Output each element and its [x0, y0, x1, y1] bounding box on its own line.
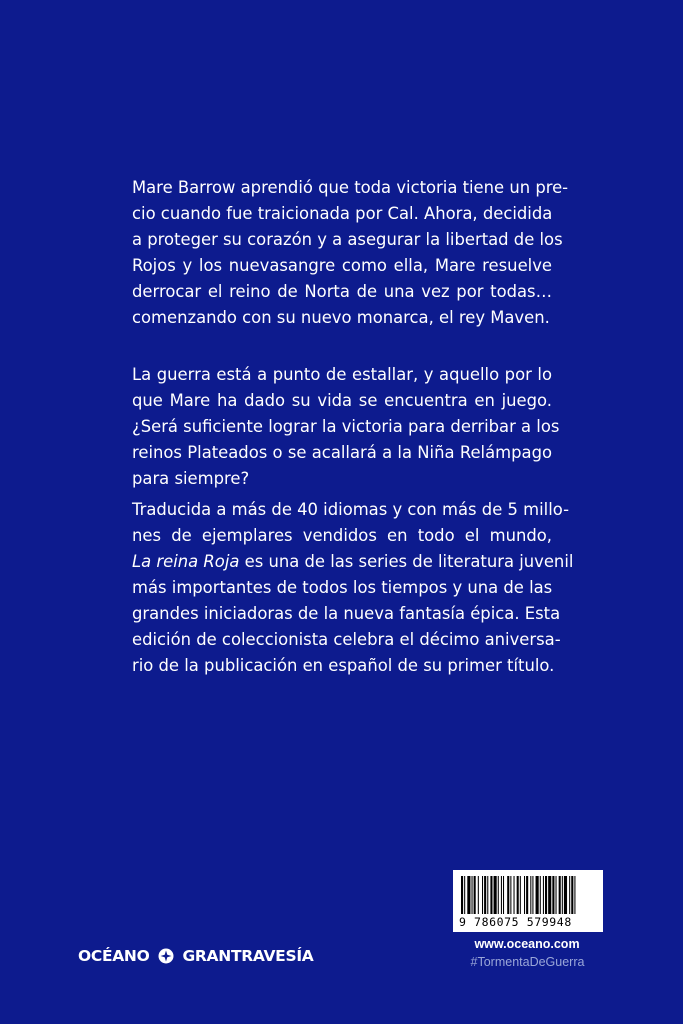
- blurb-line: grandes iniciadoras de la nueva fantasía épica. Esta: [132, 604, 561, 623]
- blurb-paragraph-1: [132, 175, 569, 331]
- blurb-line: para siempre?: [132, 469, 250, 488]
- barcode-bar: [562, 876, 563, 914]
- blurb-line: ¿Será suficiente lograr la victoria para derribar a los: [132, 417, 560, 436]
- blurb-line: reinos Plateados o se acallará a la Niña Relámpago: [132, 443, 552, 462]
- publisher-logos: [78, 945, 314, 967]
- barcode-bar: [526, 876, 528, 914]
- barcode-bar: [536, 876, 539, 914]
- barcode-bar: [564, 876, 567, 914]
- blurb-line: [132, 549, 574, 575]
- blurb-line: comenzando con su nuevo monarca, el rey Maven.: [132, 308, 550, 327]
- blurb-line: cio cuando fue traicionada por Cal. Ahora, decidida: [132, 204, 553, 223]
- barcode-bar: [464, 876, 465, 914]
- blurb-paragraph-3: [132, 497, 574, 679]
- blurb-paragraph-2: [132, 362, 560, 492]
- barcode-bar: [482, 876, 483, 914]
- barcode-bar: [524, 876, 525, 914]
- barcode-bar: [520, 876, 521, 914]
- barcode-bar: [514, 876, 515, 914]
- barcode-bar: [484, 876, 486, 914]
- barcode-bar: [494, 876, 497, 914]
- barcode-bar: [467, 876, 470, 914]
- barcode-bar: [472, 876, 473, 914]
- publisher-travesia: TRAVESÍA: [230, 947, 314, 965]
- star-circle-icon: [158, 948, 174, 964]
- publisher-oceano: OCÉANO: [78, 947, 150, 965]
- barcode: [453, 870, 603, 932]
- barcode-bar: [490, 876, 492, 914]
- barcode-bar: [507, 876, 509, 914]
- barcode-bar: [487, 876, 488, 914]
- barcode-bar: [548, 876, 551, 914]
- barcode-bar: [552, 876, 554, 914]
- blurb-line-rest: es una de las series de literatura juvenil: [239, 552, 574, 571]
- barcode-bar: [501, 876, 502, 914]
- blurb-line: Traducida a más de 40 idiomas y con más de 5 millo-: [132, 500, 569, 519]
- barcode-bar: [543, 876, 544, 914]
- barcode-bar: [559, 876, 561, 914]
- isbn-number: 9 786075 579948: [459, 915, 572, 929]
- blurb-line: a proteger su corazón y a asegurar la libertad de los: [132, 230, 563, 249]
- blurb-line: más importantes de todos los tiempos y una de las: [132, 578, 553, 597]
- blurb-line: edición de coleccionista celebra el décimo aniversa-: [132, 630, 561, 649]
- barcode-bar: [574, 876, 575, 914]
- barcode-bar: [556, 876, 557, 914]
- barcode-bar: [530, 876, 531, 914]
- website-url[interactable]: www.oceano.com: [474, 937, 580, 951]
- barcode-bar: [545, 876, 547, 914]
- blurb-line: La guerra está a punto de estallar, y aquello por lo: [132, 365, 552, 384]
- series-title: La reina Roja: [132, 552, 240, 571]
- blurb-line: derrocar el reino de Norta de una vez por todas…: [132, 282, 552, 301]
- barcode-bar: [498, 876, 499, 914]
- barcode-bar: [510, 876, 511, 914]
- barcode-bar: [503, 876, 504, 914]
- barcode-bar: [569, 876, 570, 914]
- barcode-bar: [478, 876, 479, 914]
- barcode-bar: [517, 876, 519, 914]
- barcode-bar: [571, 876, 573, 914]
- blurb-line: Mare Barrow aprendió que toda victoria tiene un pre-: [132, 178, 569, 197]
- barcode-bar: [532, 876, 533, 914]
- hashtag: #TormentaDeGuerra: [470, 955, 585, 969]
- blurb-line: nes de ejemplares vendidos en todo el mundo,: [132, 526, 552, 545]
- barcode-bar: [540, 876, 541, 914]
- blurb-line: rio de la publicación en español de su primer título.: [132, 656, 555, 675]
- blurb-line: Rojos y los nuevasangre como ella, Mare resuelve: [132, 256, 552, 275]
- blurb-line: que Mare ha dado su vida se encuentra en juego.: [132, 391, 552, 410]
- publisher-gran: GRAN: [182, 947, 231, 965]
- barcode-bar: [474, 876, 476, 914]
- barcode-bar: [461, 876, 463, 914]
